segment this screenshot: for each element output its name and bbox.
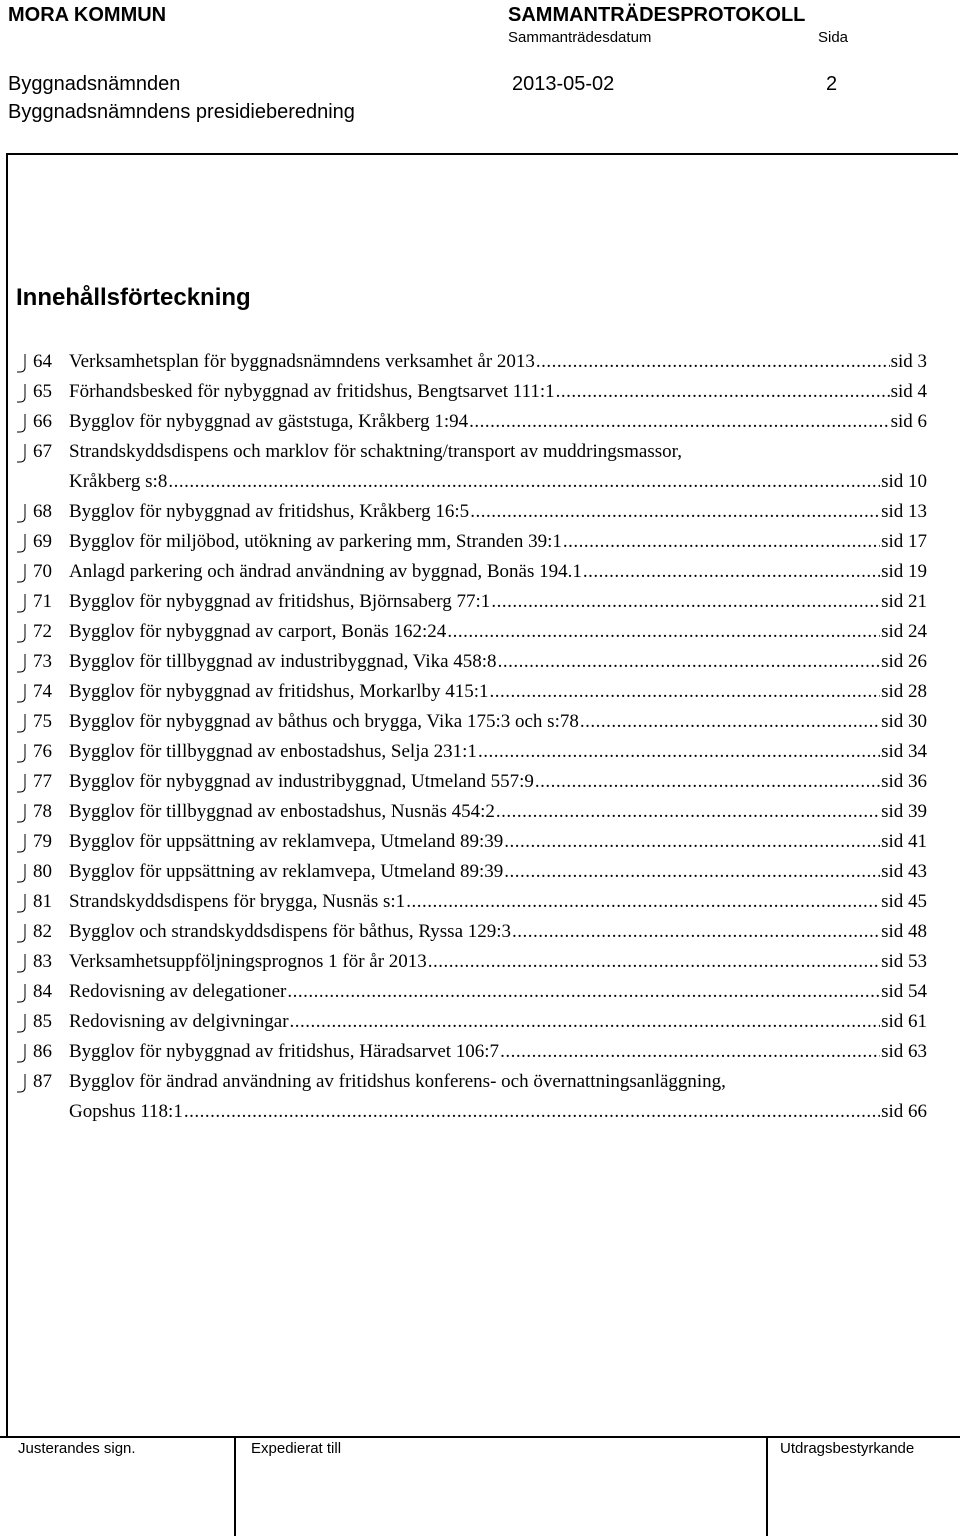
toc-dot-leader (496, 801, 880, 823)
toc-item-title: Redovisning av delegationer (69, 981, 287, 1002)
toc-item-title: Strandskyddsdispens och marklov för schaktning/transport av muddringsmassor, (69, 441, 682, 462)
toc-item-number: 67 (33, 441, 52, 462)
toc-item-title: Bygglov för uppsättning av reklamvepa, Utmeland 89:39 (69, 861, 504, 882)
toc-item-number: 86 (33, 1041, 52, 1062)
toc-dot-leader (512, 921, 880, 943)
toc-dot-leader (500, 1041, 880, 1063)
toc-item-title: Anlagd parkering och ändrad användning av byggnad, Bonäs 194.1 (69, 561, 582, 582)
toc-item-page[interactable]: sid 41 (881, 831, 927, 852)
committee-name: Byggnadsnämnden (8, 73, 181, 95)
toc-item[interactable] (0, 678, 960, 708)
toc-item[interactable] (0, 708, 960, 738)
toc-item[interactable] (0, 828, 960, 858)
dispatched-label: Expedierat till (251, 1440, 342, 1457)
toc-item-page[interactable]: sid 24 (881, 621, 927, 642)
toc-item-page[interactable]: sid 63 (881, 1041, 927, 1062)
footer-separator-2 (766, 1436, 768, 1536)
toc-item-number: 68 (33, 501, 52, 522)
toc-item-number: 83 (33, 951, 52, 972)
toc-item[interactable] (0, 588, 960, 618)
toc-item-number: 87 (33, 1071, 52, 1092)
toc-item-title: Bygglov för nybyggnad av fritidshus, Morkarlby 415:1 (69, 681, 489, 702)
toc-item-page[interactable]: sid 43 (881, 861, 927, 882)
subcommittee-name: Byggnadsnämndens presidieberedning (8, 101, 355, 123)
toc-dot-leader (470, 501, 880, 523)
toc-item-number: 85 (33, 1011, 52, 1032)
toc-dot-leader (498, 651, 881, 673)
toc-item-number: 84 (33, 981, 52, 1002)
toc-item-number: 66 (33, 411, 52, 432)
page-label: Sida (818, 29, 849, 46)
toc-dot-leader (290, 1011, 881, 1033)
toc-item[interactable] (0, 948, 960, 978)
toc-item-page[interactable]: sid 19 (881, 561, 927, 582)
toc-item-title: Bygglov för tillbyggnad av enbostadshus, Selja 231:1 (69, 741, 477, 762)
toc-item-number: 76 (33, 741, 52, 762)
municipality-name: MORA KOMMUN (8, 4, 167, 26)
toc-item-title: Gopshus 118:1 (69, 1101, 183, 1122)
toc-item-number: 73 (33, 651, 52, 672)
meeting-date-label: Sammanträdesdatum (508, 29, 652, 46)
toc-item-title: Bygglov för nybyggnad av carport, Bonäs 162:24 (69, 621, 447, 642)
toc-dot-leader (504, 861, 880, 883)
header-divider (6, 153, 958, 155)
toc-dot-leader (504, 831, 880, 853)
toc-dot-leader (583, 561, 880, 583)
toc-item[interactable] (0, 1008, 960, 1038)
toc-item-number: 80 (33, 861, 52, 882)
toc-item-title: Strandskyddsdispens för brygga, Nusnäs s:1 (69, 891, 406, 912)
toc-item-title: Bygglov för nybyggnad av fritidshus, Kråkberg 16:5 (69, 501, 470, 522)
toc-item-page[interactable]: sid 54 (881, 981, 927, 1002)
toc-dot-leader (428, 951, 880, 973)
toc-item[interactable] (0, 738, 960, 768)
toc-item-title: Bygglov för uppsättning av reklamvepa, Utmeland 89:39 (69, 831, 504, 852)
toc-item-number: 77 (33, 771, 52, 792)
toc-dot-leader (535, 771, 880, 793)
toc-item[interactable] (0, 408, 960, 438)
toc-item-page[interactable]: sid 6 (890, 411, 927, 432)
toc-item-page[interactable]: sid 53 (881, 951, 927, 972)
toc-heading: Innehållsförteckning (16, 284, 251, 311)
toc-item-title: Bygglov för nybyggnad av gäststuga, Kråkberg 1:94 (69, 411, 469, 432)
toc-item-title: Bygglov för tillbyggnad av industribyggnad, Vika 458:8 (69, 651, 497, 672)
toc-item-number: 64 (33, 351, 52, 372)
toc-item-page[interactable]: sid 26 (881, 651, 927, 672)
toc-item[interactable] (0, 888, 960, 918)
toc-item-page[interactable]: sid 61 (881, 1011, 927, 1032)
toc-item[interactable] (0, 918, 960, 948)
toc-item-page[interactable]: sid 36 (881, 771, 927, 792)
toc-item-title: Bygglov för nybyggnad av fritidshus, Häradsarvet 106:7 (69, 1041, 500, 1062)
toc-item[interactable] (0, 798, 960, 828)
toc-item-number: 78 (33, 801, 52, 822)
toc-item[interactable] (0, 618, 960, 648)
toc-item-page[interactable]: sid 48 (881, 921, 927, 942)
meeting-date: 2013-05-02 (512, 73, 615, 95)
toc-dot-leader (536, 351, 890, 373)
toc-item[interactable] (0, 1038, 960, 1068)
toc-item-page[interactable]: sid 34 (881, 741, 927, 762)
toc-item[interactable] (0, 1068, 960, 1128)
toc-item-title: Kråkberg s:8 (69, 471, 168, 492)
toc-item-title: Bygglov för miljöbod, utökning av parkering mm, Stranden 39:1 (69, 531, 562, 552)
toc-item-title: Förhandsbesked för nybyggnad av fritidshus, Bengtsarvet 111:1 (69, 381, 555, 402)
document-type: SAMMANTRÄDESPROTOKOLL (508, 4, 806, 26)
toc-item-page[interactable]: sid 39 (881, 801, 927, 822)
toc-dot-leader (490, 681, 881, 703)
toc-item-page[interactable]: sid 10 (881, 471, 927, 492)
toc-item-page[interactable]: sid 66 (881, 1101, 927, 1122)
toc-item-number: 75 (33, 711, 52, 732)
certified-label: Utdragsbestyrkande (780, 1440, 915, 1457)
toc-item-title: Bygglov för tillbyggnad av enbostadshus, Nusnäs 454:2 (69, 801, 495, 822)
toc-item-title: Bygglov för nybyggnad av fritidshus, Björnsaberg 77:1 (69, 591, 491, 612)
toc-dot-leader (447, 621, 880, 643)
toc-dot-leader (563, 531, 880, 553)
toc-dot-leader (556, 381, 890, 403)
toc-item-title: Verksamhetsuppföljningsprognos 1 för år 2013 (69, 951, 427, 972)
toc-item[interactable] (0, 978, 960, 1008)
toc-item-number: 69 (33, 531, 52, 552)
toc-item[interactable] (0, 858, 960, 888)
toc-dot-leader (478, 741, 880, 763)
toc-list (0, 348, 960, 1128)
toc-item[interactable] (0, 348, 960, 378)
toc-item-title: Redovisning av delgivningar (69, 1011, 289, 1032)
toc-item-number: 79 (33, 831, 52, 852)
toc-item-number: 72 (33, 621, 52, 642)
toc-item-title: Bygglov och strandskyddsdispens för båthus, Ryssa 129:3 (69, 921, 512, 942)
toc-item[interactable] (0, 648, 960, 678)
toc-item-page[interactable]: sid 30 (881, 711, 927, 732)
toc-item[interactable] (0, 498, 960, 528)
toc-item-page[interactable]: sid 28 (881, 681, 927, 702)
toc-item-title: Verksamhetsplan för byggnadsnämndens verksamhet år 2013 (69, 351, 535, 372)
toc-dot-leader (580, 711, 880, 733)
toc-dot-leader (184, 1101, 880, 1123)
toc-item-number: 70 (33, 561, 52, 582)
toc-dot-leader (287, 981, 880, 1003)
toc-dot-leader (491, 591, 880, 613)
toc-item-number: 82 (33, 921, 52, 942)
footer-separator-1 (234, 1436, 236, 1536)
toc-item-page[interactable]: sid 17 (881, 531, 927, 552)
toc-item-page[interactable]: sid 3 (890, 351, 927, 372)
toc-item-number: 74 (33, 681, 52, 702)
toc-item-page[interactable]: sid 21 (881, 591, 927, 612)
toc-item-title: Bygglov för ändrad användning av fritidshus konferens- och övernattningsanläggning, (69, 1071, 726, 1092)
toc-item[interactable] (0, 768, 960, 798)
toc-dot-leader (469, 411, 889, 433)
toc-item[interactable] (0, 438, 960, 498)
toc-dot-leader (168, 471, 880, 493)
toc-item-title: Bygglov för nybyggnad av båthus och brygga, Vika 175:3 och s:78 (69, 711, 579, 732)
toc-item-page[interactable]: sid 13 (881, 501, 927, 522)
toc-item-number: 81 (33, 891, 52, 912)
toc-item-title: Bygglov för nybyggnad av industribyggnad, Utmeland 557:9 (69, 771, 534, 792)
page-number: 2 (826, 73, 838, 95)
toc-item-number: 71 (33, 591, 52, 612)
footer-divider (0, 1436, 960, 1438)
toc-item[interactable] (0, 558, 960, 588)
toc-item[interactable] (0, 528, 960, 558)
toc-item-number: 65 (33, 381, 52, 402)
signature-label: Justerandes sign. (18, 1440, 136, 1457)
toc-item[interactable] (0, 378, 960, 408)
toc-dot-leader (406, 891, 880, 913)
toc-item-page[interactable]: sid 45 (881, 891, 927, 912)
toc-item-page[interactable]: sid 4 (890, 381, 927, 402)
